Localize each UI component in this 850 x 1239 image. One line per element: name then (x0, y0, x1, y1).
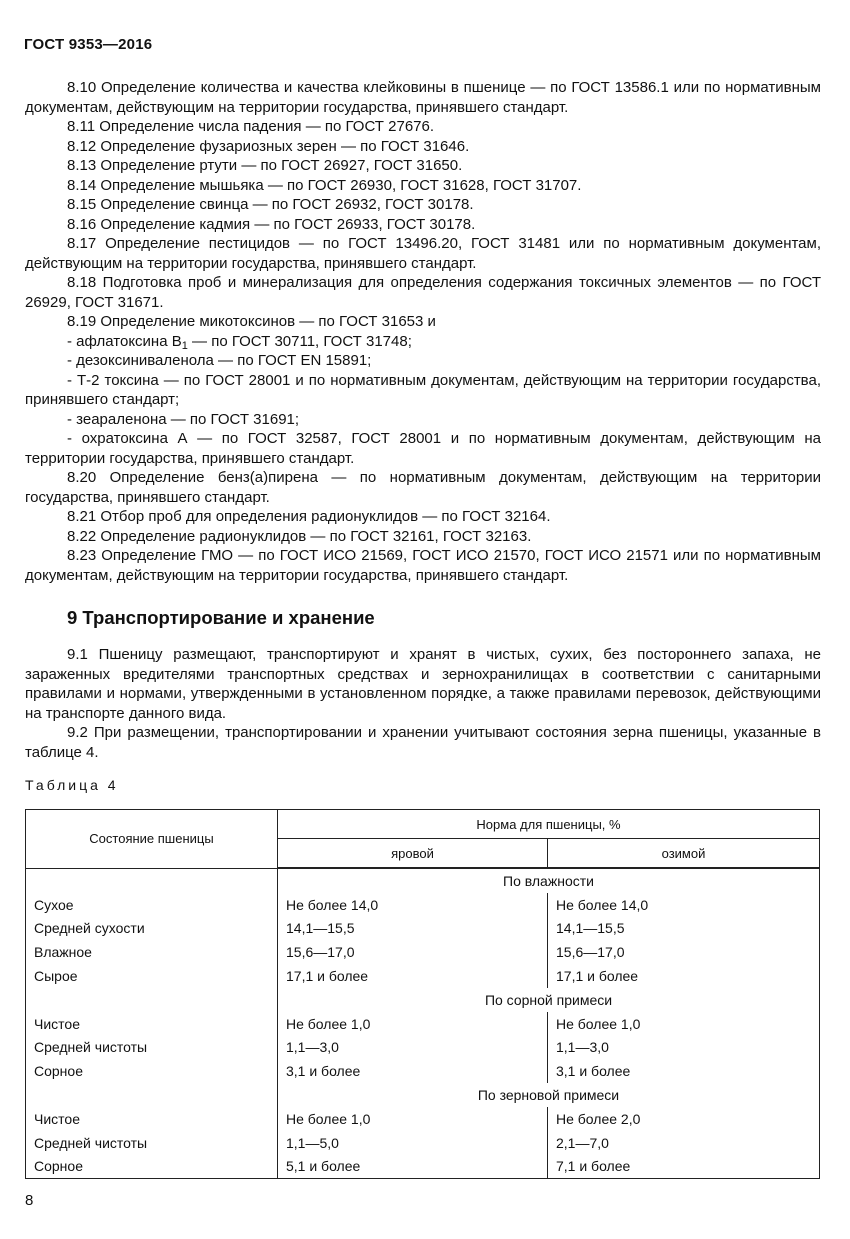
table-row (26, 1012, 820, 1036)
paragraph-9-1: 9.1 Пшеницу размещают, транспортируют и хранят в чистых, сухих, без постороннего запаха, не зараженных вредителями транспортных средствах и зернохранилищах в соответствии с санитарными правилами и нормами, утвержденными в установленном порядке, а также правилами перевозок, действующими на транспорте данного вида. (25, 646, 821, 722)
wheat-state-table (25, 809, 820, 1179)
cell-winter: Не более 1,0 (548, 1012, 820, 1036)
cell-spring: Не более 14,0 (278, 893, 548, 917)
header-winter: озимой (548, 839, 820, 869)
group-title-moisture: По влажности (278, 868, 820, 893)
section-9-title: 9 Транспортирование и хранение (67, 607, 375, 628)
page-number: 8 (25, 1192, 34, 1209)
group-title-weed-impurity: По сорной примеси (278, 988, 820, 1012)
paragraph-8-23: 8.23 Определение ГМО — по ГОСТ ИСО 21569, ГОСТ ИСО 21570, ГОСТ ИСО 21571 или по нормативным документам, действующим на территории государства, принявшего стандарт. (25, 547, 821, 584)
paragraph-8-20: 8.20 Определение бенз(а)пирена — по нормативным документам, действующим на территории государства, принявшего стандарт. (25, 469, 821, 506)
group-row (26, 988, 820, 1012)
table-row (26, 917, 820, 941)
cell-state: Влажное (26, 940, 278, 964)
table-row (26, 1107, 820, 1131)
cell-spring: Не более 1,0 (278, 1012, 548, 1036)
list-item-t2-toxin: - Т-2 токсина — по ГОСТ 28001 и по нормативным документам, действующим на территории государства, принявшего стандарт; (25, 371, 821, 408)
cell-state: Чистое (26, 1012, 278, 1036)
paragraph-8-12: 8.12 Определение фузариозных зерен — по ГОСТ 31646. (67, 137, 470, 155)
cell-state: Сухое (26, 893, 278, 917)
paragraph-8-15: 8.15 Определение свинца — по ГОСТ 26932, ГОСТ 30178. (67, 196, 474, 213)
document-code-header: ГОСТ 9353—2016 (24, 36, 153, 53)
paragraph-8-21: 8.21 Отбор проб для определения радионуклидов — по ГОСТ 32164. (67, 508, 551, 525)
cell-state: Средней чистоты (26, 1131, 278, 1155)
paragraph-8-16: 8.16 Определение кадмия — по ГОСТ 26933, ГОСТ 30178. (67, 215, 476, 233)
group-title-grain-impurity: По зерновой примеси (278, 1083, 820, 1107)
cell-spring: 3,1 и более (278, 1059, 548, 1083)
paragraph-8-17: 8.17 Определение пестицидов — по ГОСТ 13496.20, ГОСТ 31481 или по нормативным документам, действующим на территории государства, принявшего стандарт. (25, 235, 821, 272)
cell-state: Средней чистоты (26, 1036, 278, 1060)
cell-state: Средней сухости (26, 917, 278, 941)
cell-spring: 1,1—3,0 (278, 1036, 548, 1060)
cell-winter: 7,1 и более (548, 1155, 820, 1179)
header-spring: яровой (278, 839, 548, 869)
cell-spring: 1,1—5,0 (278, 1131, 548, 1155)
paragraph-8-22: 8.22 Определение радионуклидов — по ГОСТ 32161, ГОСТ 32163. (67, 527, 532, 545)
list-item-deoxynivalenol: - дезоксиниваленола — по ГОСТ EN 15891; (67, 352, 372, 369)
cell-winter: 2,1—7,0 (548, 1131, 820, 1155)
aflatoxin-prefix: - афлатоксина В (67, 332, 182, 350)
cell-winter: 1,1—3,0 (548, 1036, 820, 1060)
aflatoxin-subscript: 1 (181, 339, 188, 352)
cell-winter: Не более 2,0 (548, 1107, 820, 1131)
table-row (26, 964, 820, 988)
header-state: Состояние пшеницы (26, 810, 278, 869)
table-row (26, 1059, 820, 1083)
cell-spring: Не более 1,0 (278, 1107, 548, 1131)
table-row (26, 940, 820, 964)
cell-winter: 3,1 и более (548, 1059, 820, 1083)
section-8-text (25, 78, 821, 585)
paragraph-8-10: 8.10 Определение количества и качества клейковины в пшенице — по ГОСТ 13586.1 или по нормативным документам, действующим на территории государства, принявшего стандарт. (25, 79, 821, 116)
cell-spring: 17,1 и более (278, 964, 548, 988)
list-item-ochratoxin: - охратоксина А — по ГОСТ 32587, ГОСТ 28001 и по нормативным документам, действующим на территории государства, принявшего стандарт. (25, 430, 821, 467)
cell-winter: 15,6—17,0 (548, 940, 820, 964)
paragraph-9-2: 9.2 При размещении, транспортировании и хранении учитывают состояния зерна пшеницы, указанные в таблице 4. (25, 724, 821, 761)
paragraph-8-11: 8.11 Определение числа падения — по ГОСТ 27676. (67, 118, 435, 135)
list-item-aflatoxin (25, 332, 821, 352)
header-norm: Норма для пшеницы, % (278, 810, 820, 839)
cell-state: Чистое (26, 1107, 278, 1131)
paragraph-8-13: 8.13 Определение ртути — по ГОСТ 26927, ГОСТ 31650. (67, 157, 463, 174)
group-row (26, 868, 820, 893)
cell-state: Сорное (26, 1155, 278, 1179)
cell-state: Сырое (26, 964, 278, 988)
cell-winter: 14,1—15,5 (548, 917, 820, 941)
cell-winter: 17,1 и более (548, 964, 820, 988)
group-row (26, 1083, 820, 1107)
aflatoxin-suffix: — по ГОСТ 30711, ГОСТ 31748; (187, 332, 412, 350)
cell-winter: Не более 14,0 (548, 893, 820, 917)
table-caption: Таблица 4 (25, 777, 119, 793)
table-row (26, 1155, 820, 1179)
table-row (26, 1036, 820, 1060)
paragraph-8-14: 8.14 Определение мышьяка — по ГОСТ 26930, ГОСТ 31628, ГОСТ 31707. (67, 176, 582, 194)
list-item-zearalenone: - зеараленона — по ГОСТ 31691; (67, 410, 300, 428)
table-row (26, 893, 820, 917)
paragraph-8-19: 8.19 Определение микотоксинов — по ГОСТ 31653 и (67, 313, 436, 330)
paragraph-8-18: 8.18 Подготовка проб и минерализация для определения содержания токсичных элементов — по ГОСТ 26929, ГОСТ 31671. (25, 274, 821, 311)
section-9-text (25, 645, 821, 762)
table-row (26, 1131, 820, 1155)
cell-state: Сорное (26, 1059, 278, 1083)
cell-spring: 15,6—17,0 (278, 940, 548, 964)
cell-spring: 5,1 и более (278, 1155, 548, 1179)
cell-spring: 14,1—15,5 (278, 917, 548, 941)
